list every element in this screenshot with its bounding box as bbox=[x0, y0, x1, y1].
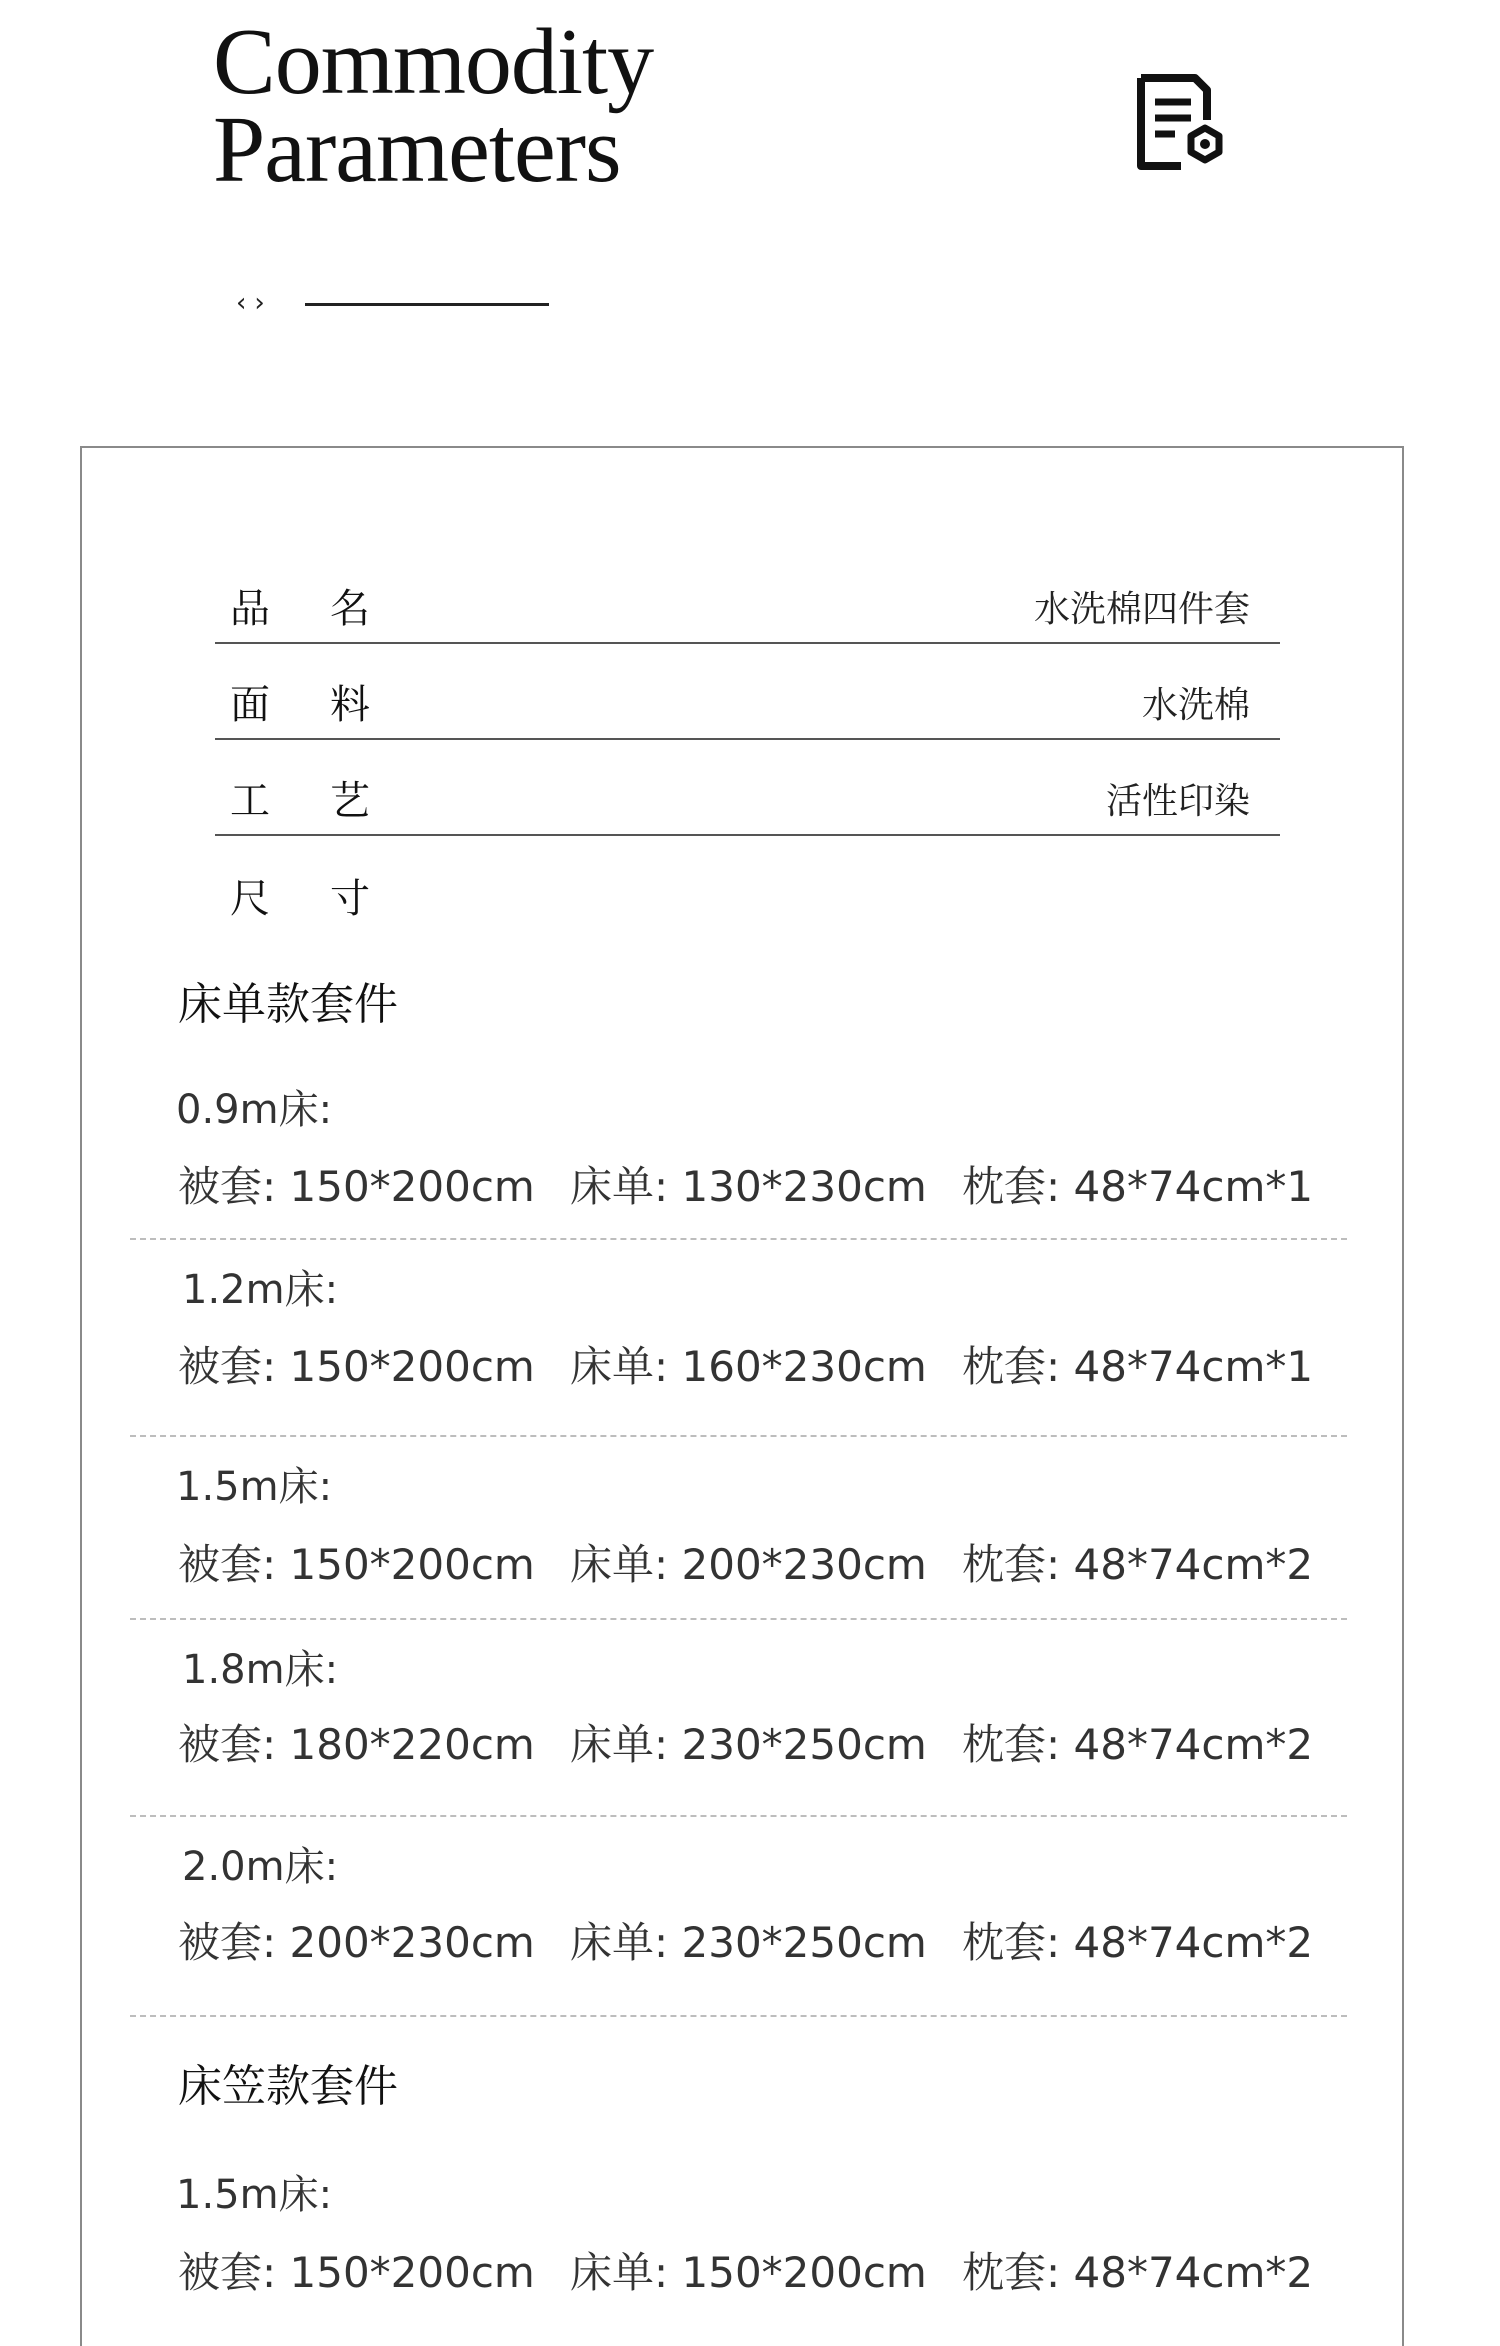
title-line-2: Parameters bbox=[213, 98, 621, 202]
spec-pillow: 枕套: 48*74cm*1 bbox=[962, 1342, 1314, 1391]
spec-duvet: 被套: 180*220cm bbox=[178, 1720, 535, 1769]
row-divider bbox=[130, 1435, 1347, 1437]
section-title-sheet-set: 床单款套件 bbox=[178, 979, 398, 1030]
spec-duvet: 被套: 200*230cm bbox=[178, 1918, 535, 1967]
row-divider bbox=[130, 2015, 1347, 2017]
spec-sheet: 床单: 230*250cm bbox=[570, 1918, 927, 1967]
param-label: 工艺 bbox=[230, 778, 430, 824]
param-value: 水洗棉 bbox=[1141, 685, 1250, 726]
spec-duvet: 被套: 150*200cm bbox=[178, 1342, 535, 1391]
param-row-size bbox=[215, 836, 1280, 932]
param-value: 活性印染 bbox=[1105, 781, 1250, 822]
spec-sheet: 床单: 150*200cm bbox=[570, 2248, 927, 2297]
param-label: 尺寸 bbox=[230, 876, 430, 922]
param-row-craft bbox=[215, 740, 1280, 836]
spec-duvet: 被套: 150*200cm bbox=[178, 1162, 535, 1211]
next-arrow-icon[interactable]: › bbox=[254, 288, 273, 318]
size-label: 1.8m床: bbox=[182, 1647, 339, 1693]
spec-pillow: 枕套: 48*74cm*2 bbox=[962, 2248, 1314, 2297]
size-label: 2.0m床: bbox=[182, 1844, 339, 1890]
spec-sheet: 床单: 130*230cm bbox=[570, 1162, 927, 1211]
carousel-nav bbox=[236, 288, 273, 318]
spec-sheet: 床单: 160*230cm bbox=[570, 1342, 927, 1391]
section-title-fitted-set: 床笠款套件 bbox=[178, 2061, 398, 2112]
size-label: 1.5m床: bbox=[176, 2172, 333, 2218]
param-label: 品名 bbox=[230, 586, 430, 632]
size-label: 0.9m床: bbox=[176, 1087, 333, 1133]
param-row-name bbox=[215, 548, 1280, 644]
size-label: 1.5m床: bbox=[176, 1464, 333, 1510]
title-line-1: Commodity bbox=[213, 10, 654, 114]
header-divider bbox=[305, 303, 549, 306]
document-settings-icon bbox=[1135, 72, 1227, 172]
spec-pillow: 枕套: 48*74cm*1 bbox=[962, 1162, 1314, 1211]
spec-duvet: 被套: 150*200cm bbox=[178, 2248, 535, 2297]
size-label: 1.2m床: bbox=[182, 1267, 339, 1313]
page-title bbox=[213, 10, 654, 202]
spec-duvet: 被套: 150*200cm bbox=[178, 1540, 535, 1589]
spec-sheet: 床单: 230*250cm bbox=[570, 1720, 927, 1769]
prev-arrow-icon[interactable]: ‹ bbox=[236, 288, 255, 318]
spec-sheet: 床单: 200*230cm bbox=[570, 1540, 927, 1589]
param-value: 水洗棉四件套 bbox=[1033, 589, 1250, 630]
row-divider bbox=[130, 1815, 1347, 1817]
spec-pillow: 枕套: 48*74cm*2 bbox=[962, 1720, 1314, 1769]
param-row-fabric bbox=[215, 644, 1280, 740]
spec-pillow: 枕套: 48*74cm*2 bbox=[962, 1918, 1314, 1967]
row-divider bbox=[130, 1238, 1347, 1240]
spec-pillow: 枕套: 48*74cm*2 bbox=[962, 1540, 1314, 1589]
param-label: 面料 bbox=[230, 682, 430, 728]
row-divider bbox=[130, 1618, 1347, 1620]
